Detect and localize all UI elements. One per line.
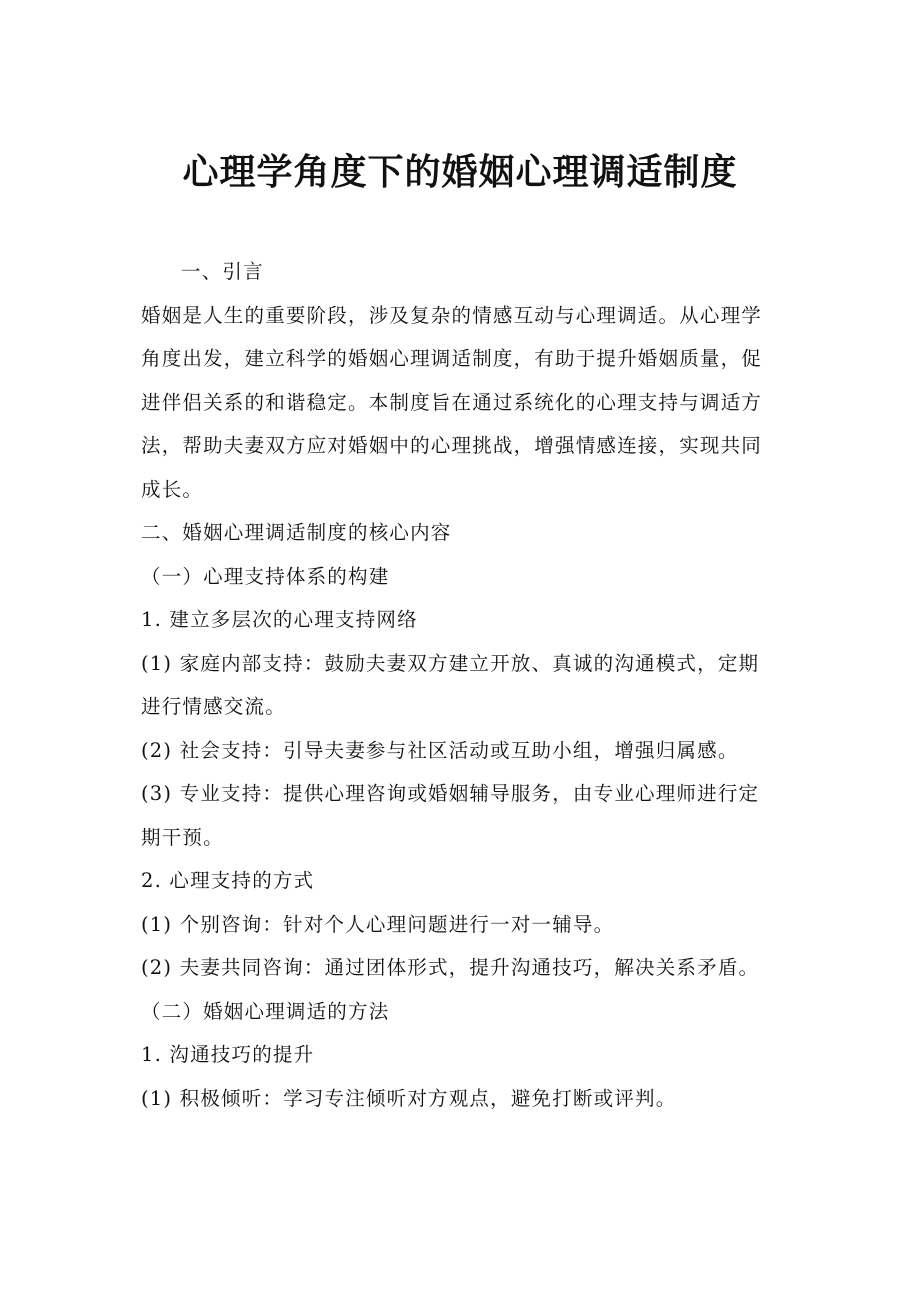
document-body <box>141 250 771 1120</box>
subsection-heading-support-system: （一）心理支持体系的构建 <box>141 564 390 588</box>
list-item-individual-counseling: (1) 个别咨询：针对个人心理问题进行一对一辅导。 <box>141 912 615 936</box>
list-item-social-support: (2) 社会支持：引导夫妻参与社区活动或互助小组，增强归属感。 <box>141 738 739 762</box>
list-item-couple-counseling: (2) 夫妻共同咨询：通过团体形式，提升沟通技巧，解决关系矛盾。 <box>141 956 760 979</box>
item-heading-support-network: 1. 建立多层次的心理支持网络 <box>141 608 418 631</box>
list-item-active-listening: (1) 积极倾听：学习专注倾听对方观点，避免打断或评判。 <box>141 1086 677 1110</box>
item-heading-communication-skills: 1. 沟通技巧的提升 <box>141 1043 315 1066</box>
item-heading-support-methods: 2. 心理支持的方式 <box>141 869 315 892</box>
paragraph-introduction: 婚姻是人生的重要阶段，涉及复杂的情感互动与心理调适。从心理学角度出发，建立科学的婚姻心理调适制度，有助于提升婚姻质量，促进伴侣关系的和谐稳定。本制度旨在通过系统化的心理支持与调适方法，帮助夫妻双方应对婚姻中的心理挑战，增强情感连接，实现共同成长。 <box>141 303 763 501</box>
subsection-heading-adjustment-methods: （二）婚姻心理调适的方法 <box>141 999 390 1023</box>
list-item-family-support: (1) 家庭内部支持：鼓励夫妻双方建立开放、真诚的沟通模式，定期进行情感交流。 <box>141 651 760 718</box>
list-item-professional-support: (3) 专业支持：提供心理咨询或婚姻辅导服务，由专业心理师进行定期干预。 <box>141 782 760 849</box>
section-heading-introduction: 一、引言 <box>181 260 264 283</box>
document-title: 心理学角度下的婚姻心理调适制度 <box>182 152 738 193</box>
section-heading-core-content: 二、婚姻心理调适制度的核心内容 <box>141 521 452 544</box>
